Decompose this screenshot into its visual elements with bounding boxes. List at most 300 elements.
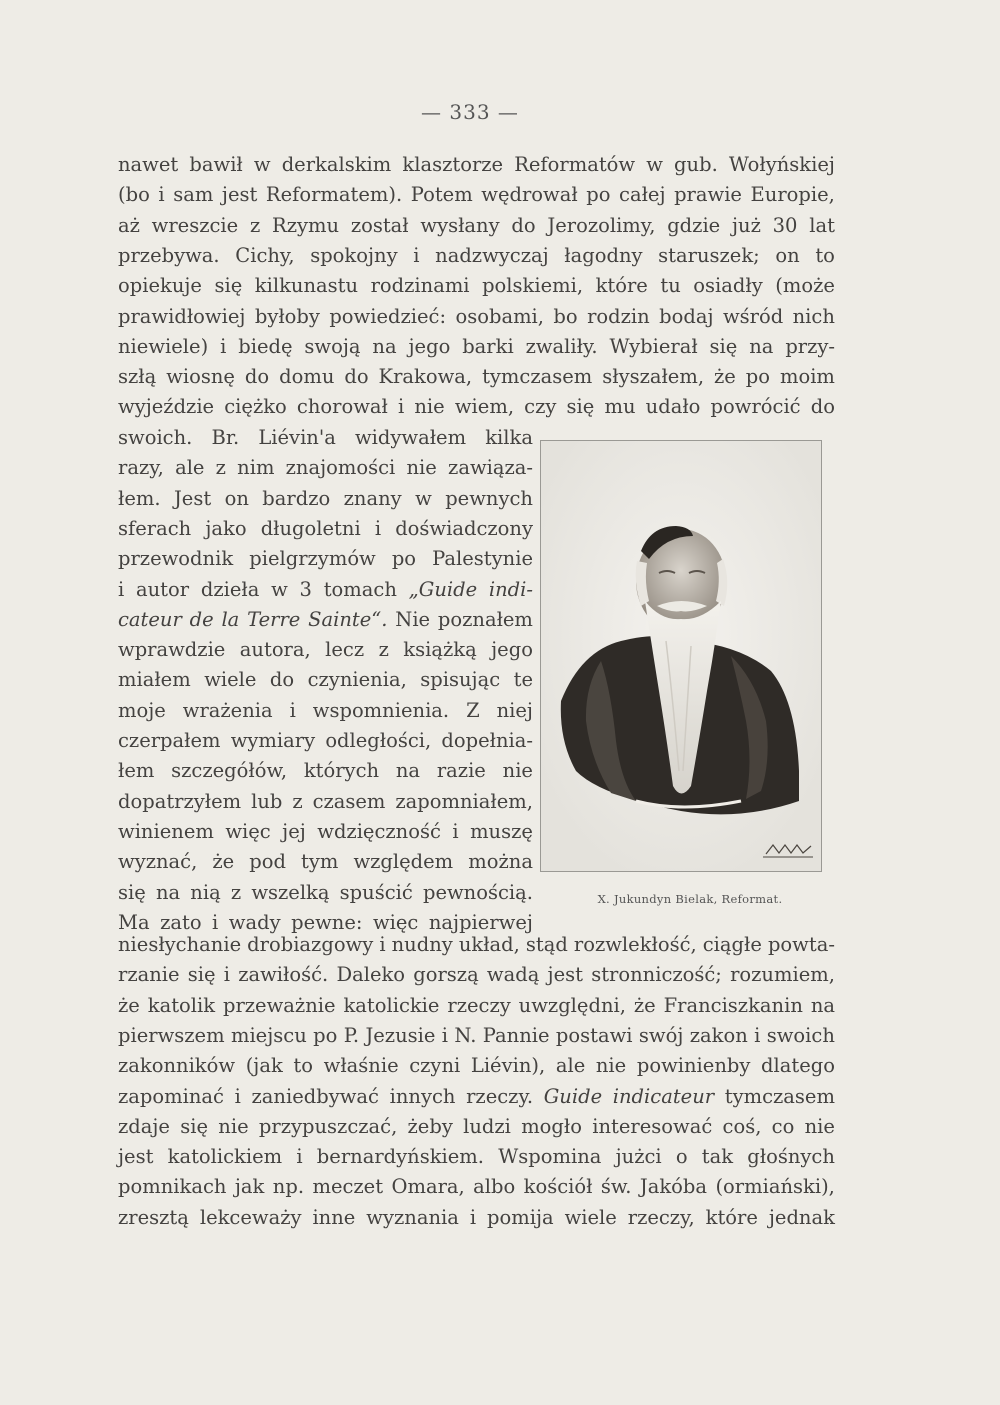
word: nich [792,304,835,328]
word: zapomniałem, [395,789,533,813]
word: i [220,334,227,358]
word: i [379,933,386,956]
word: po [586,183,611,207]
word: zdaje [118,1114,170,1138]
word: „Guide [408,577,478,601]
word: tomach [323,577,397,601]
word: czynienia, [307,668,407,692]
word: katolickiem [167,1145,283,1169]
word: np. [272,1175,305,1199]
word: pomnikach [118,1175,227,1199]
text-line [118,697,533,725]
word: tak [701,1145,734,1169]
word: po [391,547,417,571]
word: pewnych [445,486,533,510]
word: ale [175,456,205,480]
word: przy- [785,334,835,358]
word: i [223,963,231,987]
word: to [815,243,835,267]
word: osiadły [693,274,763,298]
word: na [810,993,835,1017]
word: się [709,334,738,358]
text-line [118,303,835,331]
word: niej [496,698,533,722]
word: tymczasem [482,365,593,389]
word: wprawdzie [118,638,226,662]
word: Franciszkanin [663,993,803,1017]
word: biedę [238,334,293,358]
word: Jerozolimy, [547,213,656,237]
word: w [271,577,288,601]
text-line [118,727,533,755]
word: kościół [523,1175,593,1199]
word: wśród [722,304,784,328]
word: do [269,668,295,692]
word: ludzi [463,1114,511,1138]
word: wiele [564,1205,617,1229]
word: nawet [118,153,179,176]
word: na [395,759,421,783]
word: nudny [391,933,453,956]
word: N. [454,1023,477,1047]
word: Daleko [336,963,406,987]
word: po [313,1023,338,1047]
text-line [118,272,835,300]
word: z [215,456,226,480]
word: ciężko [224,395,287,419]
word: sferach [118,516,192,540]
word: razie [436,759,486,783]
word: gub. [674,153,718,176]
word: przewodnik [118,547,234,571]
word: muszę [470,819,533,843]
word: wiem, [454,395,515,419]
word: indi- [488,577,533,601]
word: czyni [409,1054,461,1078]
word: nie [406,456,437,480]
word: Guide [543,1084,603,1108]
word: swoich [766,1023,835,1047]
word: z [378,638,389,662]
word: wyznania [366,1205,459,1229]
text-line [118,393,835,421]
portrait-photograph [541,441,821,871]
word: powinienby [636,1054,751,1078]
text-line [118,576,533,604]
word: bardzo [262,486,331,510]
text-line [118,424,533,452]
word: i [234,1084,241,1108]
word: Potem [410,183,473,207]
word: nie [414,395,445,419]
word: z [292,789,303,813]
word: Ma [118,910,150,934]
word: powta- [767,933,835,956]
text-line [118,879,533,907]
word: sam [173,183,214,207]
word: interesować [592,1114,713,1138]
word: wdzięczność [317,819,441,843]
word: przebywa. [118,243,220,267]
word: niesłychanie [118,933,242,956]
word: które [595,274,648,298]
word: to [293,1054,313,1078]
word: że [633,993,656,1017]
word: (jak [245,1054,283,1078]
text-line [118,454,533,482]
word: których [303,759,380,783]
word: długoletni [260,516,361,540]
word: cateur [118,607,182,631]
word: Pannie [482,1023,550,1047]
word: więc [372,910,419,934]
word: wadą [486,963,540,987]
text-line [118,992,835,1020]
word: Jakóba [639,1175,708,1199]
word: Wspomina [498,1145,602,1169]
word: pielgrzymów [249,547,376,571]
word: na [155,880,181,904]
text-line [118,636,533,664]
word: miejscu [230,1023,307,1047]
word: gdzie [667,213,721,237]
word: nią [190,880,221,904]
word: łem [118,759,155,783]
word: Rzymu [272,213,340,237]
word: nie [218,1114,249,1138]
word: rzeczy, [627,1205,695,1229]
word: bo [553,304,578,328]
word: w [646,153,663,176]
word: postawi [555,1023,633,1047]
word: jest [118,1145,154,1169]
text-line [118,931,835,959]
word: czerpałem [118,729,221,752]
word: tu [660,274,681,298]
word: spuścić [339,880,413,904]
word: w [415,486,432,510]
text-line [118,545,533,573]
word: dzieła [200,577,260,601]
word: doświadczony [395,516,533,540]
word: bawił [189,153,243,176]
word: miałem [118,668,191,692]
word: Z [466,698,480,722]
text-line [118,485,533,513]
word: niewiele) [118,334,209,358]
text-line [118,212,835,240]
word: spisując [420,668,501,692]
text-line [118,515,533,543]
text-line [118,1204,835,1232]
word: szłą [118,365,157,389]
text-line [118,848,533,876]
word: Cichy, [235,243,295,267]
word: już [731,213,761,237]
word: wiosnę [166,365,235,389]
word: widywałem [354,426,467,449]
word: staruszek; [658,243,760,267]
word: tym [301,850,339,874]
word: (bo [118,183,150,207]
word: pierwszem [118,1023,225,1047]
word: i [413,243,420,267]
word: do [810,395,835,419]
word: szczegółów, [171,759,288,783]
word: układ, [458,933,520,956]
word: i [469,1205,477,1229]
word: i [441,1023,449,1047]
word: bernardyńskiem. [316,1145,484,1169]
word: Jezusie [365,1023,436,1047]
word: aż [118,213,140,237]
word: wrażenia [182,698,273,722]
word: Sainte“. [308,607,388,631]
word: coś, [722,1114,762,1138]
word: zresztą [118,1205,189,1229]
word: i [212,910,219,934]
word: nadzwyczaj [435,243,549,267]
word: i [397,395,405,419]
word: zawiąza- [448,456,533,480]
word: dopatrzyłem [118,789,242,813]
word: więc [225,819,271,843]
word: innych [389,1084,456,1108]
word: kilkunastu [254,274,359,298]
word: się [187,963,216,987]
word: prawidłowiej [118,304,246,328]
word: prawie [674,183,742,207]
word: na [372,334,397,358]
word: rozumiem, [730,963,835,987]
word: P. [343,1023,360,1047]
word: zawiłość. [238,963,329,987]
word: Terre [247,607,301,631]
word: la [221,607,240,631]
word: inne [312,1205,356,1229]
word: mu [604,395,636,419]
word: jak [234,1175,265,1199]
word: wspomnienia. [312,698,450,722]
word: chorował [296,395,388,419]
word: stronniczość; [591,963,722,987]
word: właśnie [323,1054,399,1078]
text-line [118,757,533,785]
word: 30 [772,213,798,237]
word: moje [118,698,166,722]
word: kilka [485,426,533,449]
text-line [118,818,533,846]
text-line [118,1113,835,1141]
word: wędrował [481,183,578,207]
word: Nie [395,607,431,631]
word: nim [237,456,275,480]
word: znany [343,486,402,510]
word: Wołyńskiej [728,153,835,176]
text-line [118,151,835,179]
text-line [118,606,533,634]
word: najpierwej [428,910,533,934]
word: jego [408,334,451,358]
word: zaniedbywać [251,1084,379,1108]
word: łagodny [564,243,643,267]
word: można [468,850,533,874]
word: autor [136,577,190,601]
word: pomija [487,1205,554,1229]
word: łem. [118,486,161,510]
word: pod [249,850,286,874]
word: jego [491,638,533,662]
word: jest [221,183,258,207]
word: się [214,274,243,298]
word: poznałem [437,607,533,631]
word: meczet [312,1175,384,1199]
text-line [118,363,835,391]
word: ciągłe [702,933,762,956]
word: dopełnia- [441,729,533,752]
word: Omara, [391,1175,465,1199]
word: do [511,213,536,237]
word: do [244,365,270,389]
text-line [118,1052,835,1080]
word: jednak [768,1205,835,1229]
word: Reformatów [514,153,636,176]
text-line [118,1143,835,1171]
word: o [675,1145,688,1169]
word: i [452,819,459,843]
word: dlatego [761,1054,835,1078]
text-line [118,181,835,209]
word: wreszcie [151,213,239,237]
word: Wybierał [609,334,698,358]
word: głośnych [747,1145,835,1169]
word: książką [403,638,477,662]
word: lub [251,789,283,813]
word: barki [462,334,514,358]
word: mogło [521,1114,582,1138]
word: rzanie [118,963,180,987]
word: czasem [312,789,386,813]
word: zakonników [118,1054,236,1078]
word: rzeczy [447,993,511,1017]
word: wysłany [420,213,500,237]
word: jej [282,819,306,843]
word: Br. [211,426,240,449]
word: katolickie [343,993,440,1017]
word: winienem [118,819,214,843]
word: albo [473,1175,516,1199]
word: on [775,243,800,267]
word: ale [555,1054,586,1078]
word: przeważnie [222,993,336,1017]
page-number: — 333 — [421,100,519,124]
word: tymczasem [724,1084,835,1108]
word: zapominać [118,1084,224,1108]
word: swoją [304,334,361,358]
word: i [374,516,382,540]
word: wady [228,910,281,934]
word: (może [775,274,835,298]
word: powrócić [710,395,801,419]
word: i [754,1023,761,1047]
word: derkalskim [281,153,392,176]
figure-caption: X. Jukundyn Bielak, Reformat. [597,892,783,906]
word: się [118,880,146,904]
word: Reformatem). [265,183,403,207]
word: czy [524,395,557,419]
word: Palestynie [432,547,533,571]
word: i [118,577,125,601]
word: które [705,1205,758,1229]
word: pewne: [291,910,363,934]
word: że [714,365,736,389]
word: rozwlekłość, [573,933,697,956]
text-line [118,1173,835,1201]
word: autora, [239,638,311,662]
word: z [230,880,242,904]
word: całej [619,183,666,207]
word: się [180,1114,209,1138]
word: on [224,486,249,510]
word: w [253,153,271,176]
word: Liévin'a [258,426,336,449]
word: nie [502,759,533,783]
word: pewnością. [422,880,533,904]
word: lat [809,213,835,237]
word: jużci [615,1145,662,1169]
word: jest [547,963,583,987]
word: drobiazgowy [247,933,374,956]
word: osobami, [455,304,544,328]
word: stąd [525,933,568,956]
word: i [289,698,296,722]
word: na [749,334,774,358]
word: nie [804,1114,835,1138]
word: spokojny [310,243,398,267]
word: słyszałem, [602,365,705,389]
word: do [344,365,369,389]
portrait-figure [540,440,822,872]
word: żeby [407,1114,453,1138]
word: Liévin), [470,1054,546,1078]
word: 3 [299,577,312,601]
word: przypuszczać, [258,1114,398,1138]
word: się [566,395,595,419]
word: byłoby [254,304,320,328]
text-line [118,1022,835,1050]
word: opiekuje [118,274,202,298]
word: (ormiański), [715,1175,835,1199]
word: swoich. [118,426,193,449]
word: wiele [204,668,257,692]
word: i [296,1145,303,1169]
text-line [118,788,533,816]
word: zwaliły. [525,334,598,358]
word: de [189,607,214,631]
word: Krakowa, [378,365,473,389]
word: św. [600,1175,632,1199]
word: moim [779,365,835,389]
text-line [118,1083,835,1111]
word: wymiary [230,729,316,752]
word: lecz [325,638,365,662]
word: powiedzieć: [329,304,447,328]
word: jako [205,516,247,540]
word: co [771,1114,795,1138]
word: te [513,668,533,692]
text-line [118,242,835,270]
word: lekceważy [199,1205,302,1229]
